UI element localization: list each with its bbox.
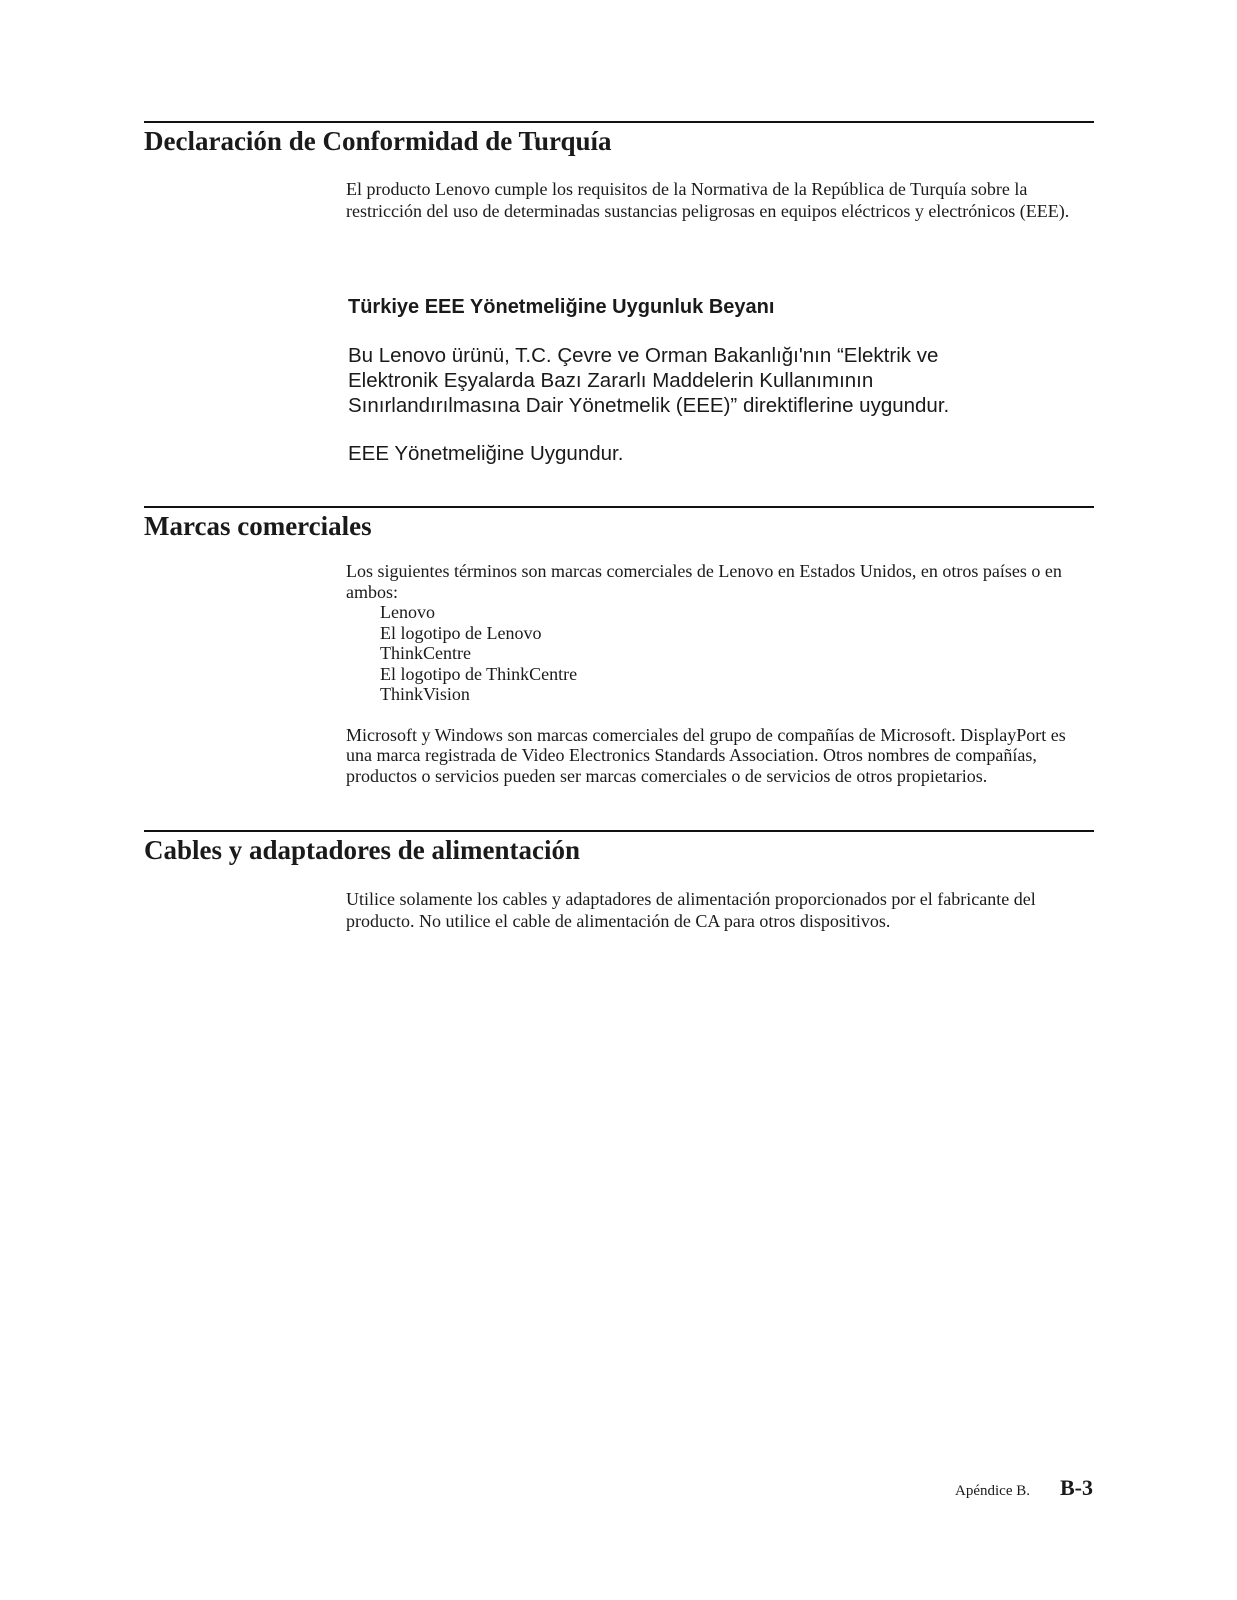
turkish-declaration-line: Sınırlandırılmasına Dair Yönetmelik (EEE)” direktiflerine uygundur. — [348, 394, 950, 417]
turkish-declaration-line: Bu Lenovo ürünü, T.C. Çevre ve Orman Bakanlığı'nın “Elektrik ve — [348, 344, 939, 367]
power-body-text — [346, 888, 1096, 932]
page-footer — [955, 1475, 1093, 1501]
trademark-item: ThinkVision — [380, 684, 470, 704]
section-heading-trademarks: Marcas comerciales — [144, 511, 372, 541]
turkish-declaration-title: Türkiye EEE Yönetmeliğine Uygunluk Beyanı — [348, 296, 775, 318]
turkish-conformity-statement: EEE Yönetmeliğine Uygundur. — [348, 442, 624, 465]
section-divider — [144, 121, 1094, 123]
trademark-item: El logotipo de ThinkCentre — [380, 663, 578, 684]
turkey-paragraph: El producto Lenovo cumple los requisitos de la Normativa de la República de Turquía sobre la restricción del uso de determinadas sustancias peligrosas en equipos eléctricos y electrónicos (EEE). — [346, 179, 1070, 221]
section-divider — [144, 830, 1094, 832]
trademark-list — [346, 602, 1096, 705]
footer-appendix-label: Apéndice B. — [955, 1483, 1030, 1499]
trademarks-body-text — [346, 561, 1096, 786]
turkish-declaration-block — [348, 295, 1088, 466]
page-number: B-3 — [1060, 1475, 1093, 1500]
turkish-declaration-text — [348, 343, 1088, 418]
section-trademarks — [144, 506, 1094, 542]
trademark-item: ThinkCentre — [380, 643, 471, 663]
section-heading-turkey: Declaración de Conformidad de Turquía — [144, 126, 612, 156]
section-heading-power: Cables y adaptadores de alimentación — [144, 835, 581, 865]
section-turkey — [144, 121, 1094, 157]
turkish-declaration-line: Elektronik Eşyalarda Bazı Zararlı Maddelerin Kullanımının — [348, 369, 874, 392]
section-divider — [144, 506, 1094, 508]
power-paragraph: Utilice solamente los cables y adaptadores de alimentación proporcionados por el fabricante del producto. No utilice el cable de alimentación de CA para otros dispositivos. — [346, 889, 1036, 931]
trademark-item: Lenovo — [380, 602, 435, 622]
trademarks-note: Microsoft y Windows son marcas comerciales del grupo de compañías de Microsoft. DisplayPort es una marca registrada de Video Electronics Standards Association. Otros nombres de compañías, productos o servicios pueden ser marcas comerciales o de servicios de otros propietarios. — [346, 724, 1066, 786]
trademarks-intro: Los siguientes términos son marcas comerciales de Lenovo en Estados Unidos, en otros países o en ambos: — [346, 561, 1062, 602]
section-power — [144, 830, 1094, 866]
turkey-body-text — [346, 178, 1096, 222]
trademark-item: El logotipo de Lenovo — [380, 622, 542, 643]
